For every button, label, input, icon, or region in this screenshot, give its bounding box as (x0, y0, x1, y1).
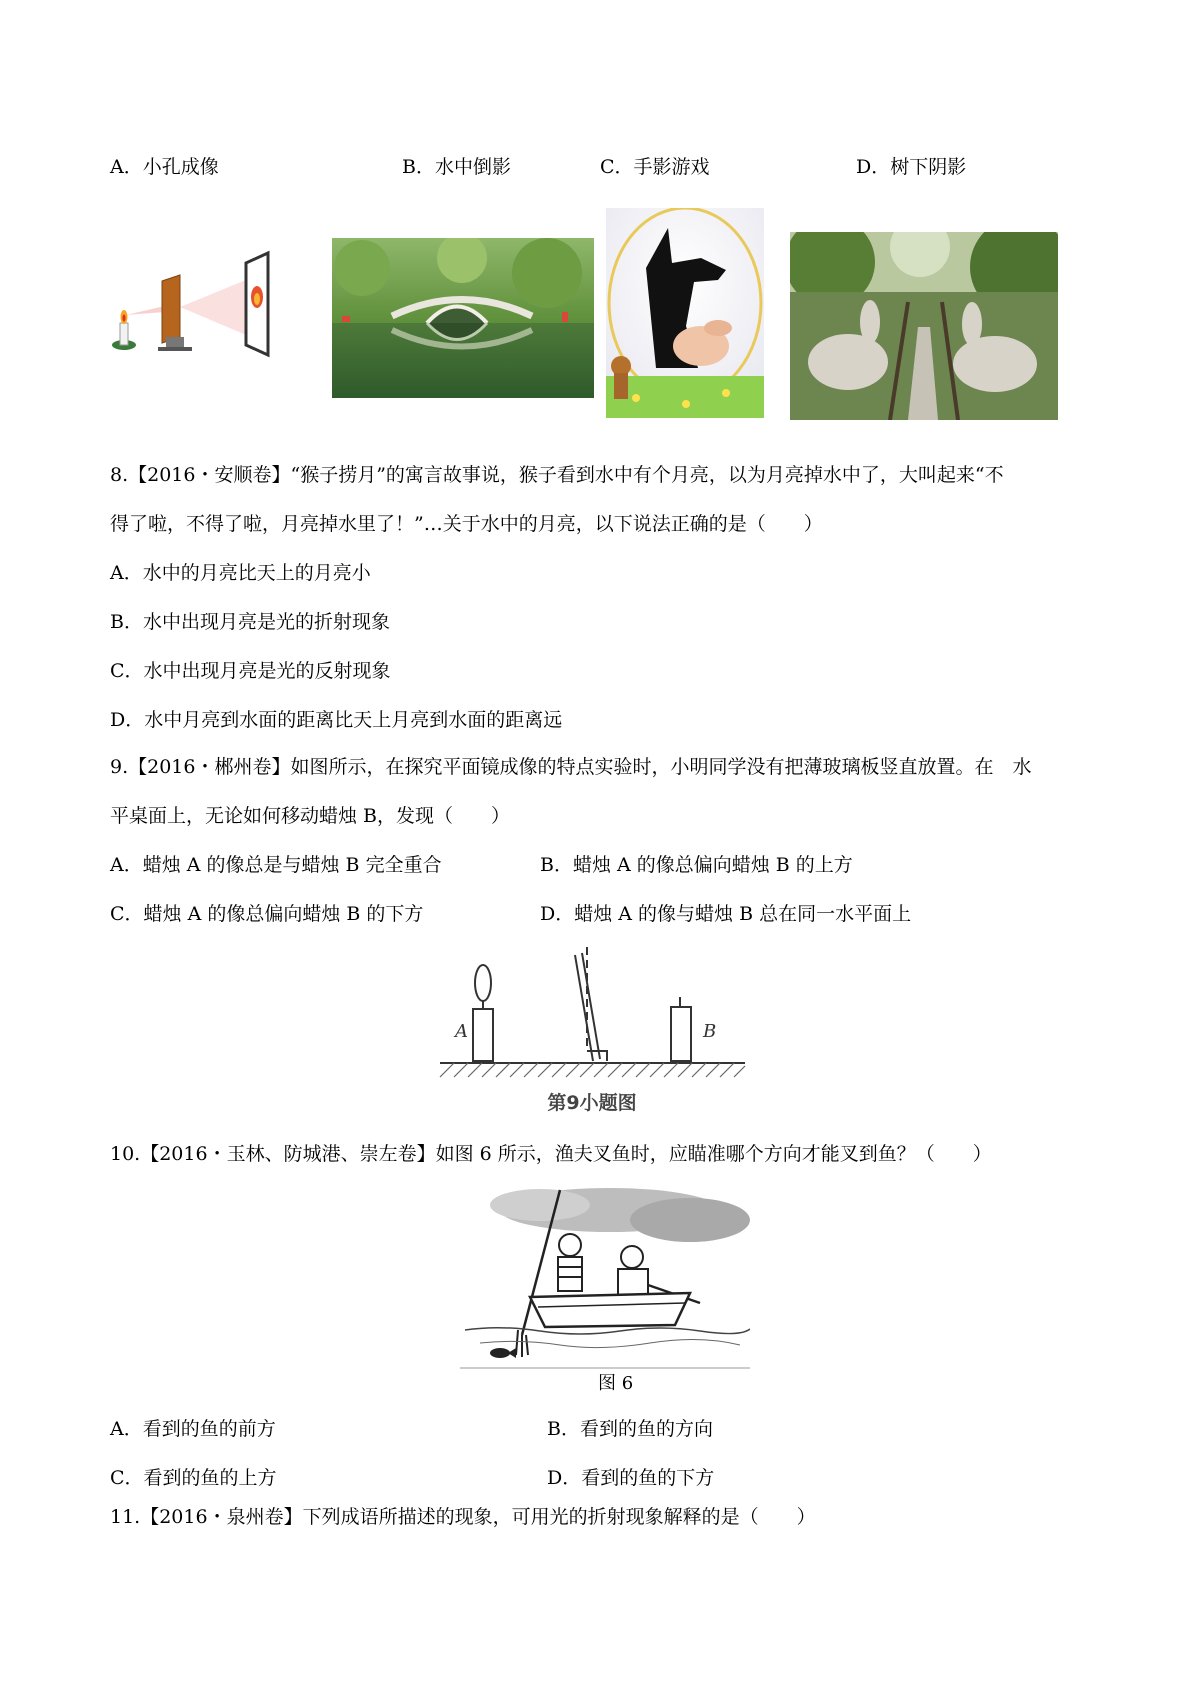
q10-fisherman-image (460, 1185, 750, 1370)
q8-option-b: B．水中出现月亮是光的折射现象 (110, 611, 390, 633)
q8-stem-line2: 得了啦，不得了啦，月亮掉水里了！”…关于水中的月亮，以下说法正确的是（ ） (110, 513, 823, 535)
q8-option-d: D．水中月亮到水面的距离比天上月亮到水面的距离远 (110, 709, 563, 731)
q10-stem: 10.【2016・玉林、防城港、崇左卷】如图 6 所示，渔夫叉鱼时，应瞄准哪个方向才能叉到鱼？（ ） (110, 1143, 992, 1165)
q9-option-c: C．蜡烛 A 的像总偏向蜡烛 B 的下方 (110, 903, 424, 925)
q9-option-d: D．蜡烛 A 的像与蜡烛 B 总在同一水平面上 (540, 903, 912, 925)
hand-shadow-image (606, 208, 764, 418)
q10-option-a: A．看到的鱼的前方 (110, 1418, 276, 1440)
q9-figure-caption: 第9小题图 (547, 1092, 637, 1114)
q9-mirror-diagram (435, 945, 750, 1120)
q8-option-c: C．水中出现月亮是光的反射现象 (110, 660, 391, 682)
q8-option-a: A．水中的月亮比天上的月亮小 (110, 562, 371, 584)
q7-option-b: B．水中倒影 (402, 156, 511, 178)
water-reflection-image (332, 238, 594, 398)
q9-label-b: B (703, 1021, 717, 1042)
q10-option-b: B．看到的鱼的方向 (547, 1418, 713, 1440)
q9-option-a: A．蜡烛 A 的像总是与蜡烛 B 完全重合 (110, 854, 442, 876)
pinhole-camera-image (108, 245, 293, 360)
q11-stem: 11.【2016・泉州卷】下列成语所描述的现象，可用光的折射现象解释的是（ ） (110, 1506, 816, 1528)
tree-shade-image (790, 232, 1058, 420)
q7-option-c: C．手影游戏 (600, 156, 710, 178)
q10-option-d: D．看到的鱼的下方 (547, 1467, 715, 1489)
q7-option-a: A．小孔成像 (110, 156, 219, 178)
q9-label-a: A (455, 1021, 468, 1042)
q9-stem-line1: 9.【2016・郴州卷】如图所示，在探究平面镜成像的特点实验时，小明同学没有把薄玻璃板竖直放置。在 水 (110, 756, 1032, 778)
q7-option-d: D．树下阴影 (856, 156, 967, 178)
q10-figure-caption: 图 6 (598, 1373, 634, 1394)
q10-option-c: C．看到的鱼的上方 (110, 1467, 277, 1489)
q9-option-b: B．蜡烛 A 的像总偏向蜡烛 B 的上方 (540, 854, 853, 876)
q9-stem-line2: 平桌面上，无论如何移动蜡烛 B，发现（ ） (110, 805, 511, 827)
q8-stem-line1: 8.【2016・安顺卷】“猴子捞月”的寓言故事说，猴子看到水中有个月亮，以为月亮掉水中了，大叫起来“不 (110, 464, 1004, 486)
